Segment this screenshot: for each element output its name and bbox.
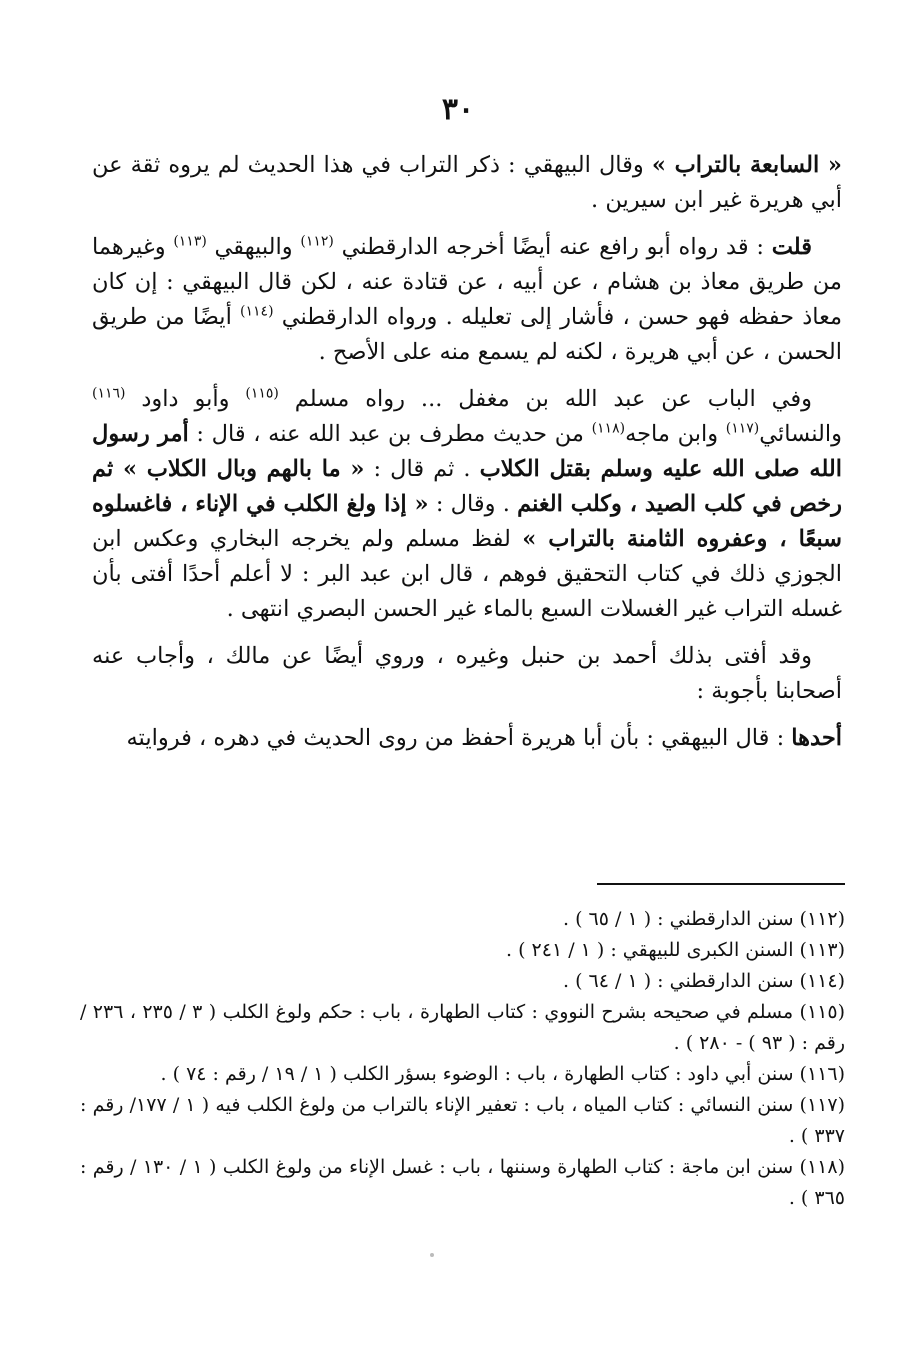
hadith-quote-3: « إذا ولغ الكلب في الإناء ، فاغسلوه سبعًا ، وعفروه الثامنة بالتراب » xyxy=(92,491,842,552)
paragraph-3-text-1: وفي الباب عن عبد الله بن مغفل ... رواه مسلم xyxy=(278,386,812,412)
paragraph-1-text: وقال البيهقي : ذكر التراب في هذا الحديث لم يروه ثقة عن أبي هريرة غير ابن سيرين . xyxy=(92,152,842,213)
footnote-ref-117[interactable]: (١١٧) xyxy=(725,420,760,437)
hadith-quote-1: أمر رسول الله صلى الله عليه وسلم بقتل الكلاب xyxy=(92,421,842,482)
paragraph-2-lead: قلت xyxy=(771,234,812,260)
paragraph-5 xyxy=(92,721,842,756)
paragraph-5-lead: أحدها xyxy=(791,725,842,751)
footnote-ref-112[interactable]: (١١٢) xyxy=(300,233,334,250)
footnote-117: (١١٧) سنن النسائي : كتاب المياه ، باب : تعفير الإناء بالتراب من ولوغ الكلب فيه ( ١ / ١٧٧/ رقم : ٣٣٧ ) . xyxy=(80,1094,845,1147)
scan-speck xyxy=(430,1253,434,1257)
footnote-ref-116[interactable]: (١١٦) xyxy=(92,385,126,402)
footnote-ref-118[interactable]: (١١٨) xyxy=(591,420,626,437)
footnote-115: (١١٥) مسلم في صحيحه بشرح النووي : كتاب الطهارة ، باب : حكم ولوغ الكلب ( ٣ / ٢٣٥ ، ٢٣٦ / رقم : ( ٩٣ ) - ٢٨٠ ) . xyxy=(80,1001,845,1054)
paragraph-2-text-3: وغيرهما من طريق معاذ بن هشام ، عن أبيه ، عن قتادة عنه ، لكن قال البيهقي : إن كان معاذ حفظه فهو حسن ، فأشار إلى تعليله . ورواه الدارقطني xyxy=(92,234,842,330)
paragraph-3-text-2: وأبو داود xyxy=(125,386,246,412)
paragraph-4-text: وقد أفتى بذلك أحمد بن حنبل وغيره ، وروي أيضًا عن مالك ، وأجاب عنه أصحابنا بأجوبة : xyxy=(92,643,842,704)
footnote-ref-115[interactable]: (١١٥) xyxy=(245,385,279,402)
hadith-quote-2: « ما بالهم وبال الكلاب » ثم رخص في كلب الصيد ، وكلب الغنم xyxy=(92,456,842,517)
footnote-116: (١١٦) سنن أبي داود : كتاب الطهارة ، باب : الوضوء بسؤر الكلب ( ١ / ١٩ / رقم : ٧٤ ) . xyxy=(160,1063,845,1085)
footnote-ref-113[interactable]: (١١٣) xyxy=(173,233,207,250)
paragraph-4 xyxy=(92,639,842,709)
paragraph-2-text-4: أيضًا من طريق الحسن ، عن أبي هريرة ، لكنه لم يسمع منه على الأصح . xyxy=(92,304,842,365)
paragraph-1 xyxy=(92,148,842,218)
paragraph-5-text: : قال البيهقي : بأن أبا هريرة أحفظ من روى الحديث في دهره ، فروايته xyxy=(126,725,792,751)
paragraph-3-text-5: من حديث مطرف بن عبد الله عنه ، قال : xyxy=(188,421,592,447)
main-text xyxy=(92,148,842,768)
paragraph-2-text-1: : قد رواه أبو رافع عنه أيضًا أخرجه الدارقطني xyxy=(333,234,772,260)
footnote-118: (١١٨) سنن ابن ماجة : كتاب الطهارة وسننها ، باب : غسل الإناء من ولوغ الكلب ( ١ / ١٣٠ / رقم : ٣٦٥ ) . xyxy=(80,1156,845,1209)
paragraph-2 xyxy=(92,230,842,370)
paragraph-2-text-2: والبيهقي xyxy=(206,234,301,260)
paragraph-1-lead: « السابعة بالتراب » xyxy=(651,152,842,178)
footnotes-section xyxy=(80,904,845,1214)
footnote-divider xyxy=(597,883,845,885)
paragraph-3-text-3: والنسائي xyxy=(759,421,842,447)
page-number: ٣٠ xyxy=(441,92,475,127)
footnote-113: (١١٣) السنن الكبرى للبيهقي : ( ١ / ٢٤١ ) . xyxy=(506,939,845,961)
paragraph-3-text-4: وابن ماجه xyxy=(625,421,726,447)
paragraph-3-text-7: . وقال : xyxy=(428,491,518,517)
footnote-114: (١١٤) سنن الدارقطني : ( ١ / ٦٤ ) . xyxy=(563,970,845,992)
footnote-ref-114[interactable]: (١١٤) xyxy=(240,303,274,320)
footnote-112: (١١٢) سنن الدارقطني : ( ١ / ٦٥ ) . xyxy=(563,908,845,930)
paragraph-3-text-6: . ثم قال : xyxy=(364,456,480,482)
paragraph-3-text-8: لفظ مسلم ولم يخرجه البخاري وعكس ابن الجوزي ذلك في كتاب التحقيق فوهم ، قال ابن عبد البر : لا أعلم أحدًا أفتى بأن غسله التراب غير الغسلات السبع بالماء غير الحسن البصري انتهى . xyxy=(92,526,842,622)
paragraph-3 xyxy=(92,382,842,627)
